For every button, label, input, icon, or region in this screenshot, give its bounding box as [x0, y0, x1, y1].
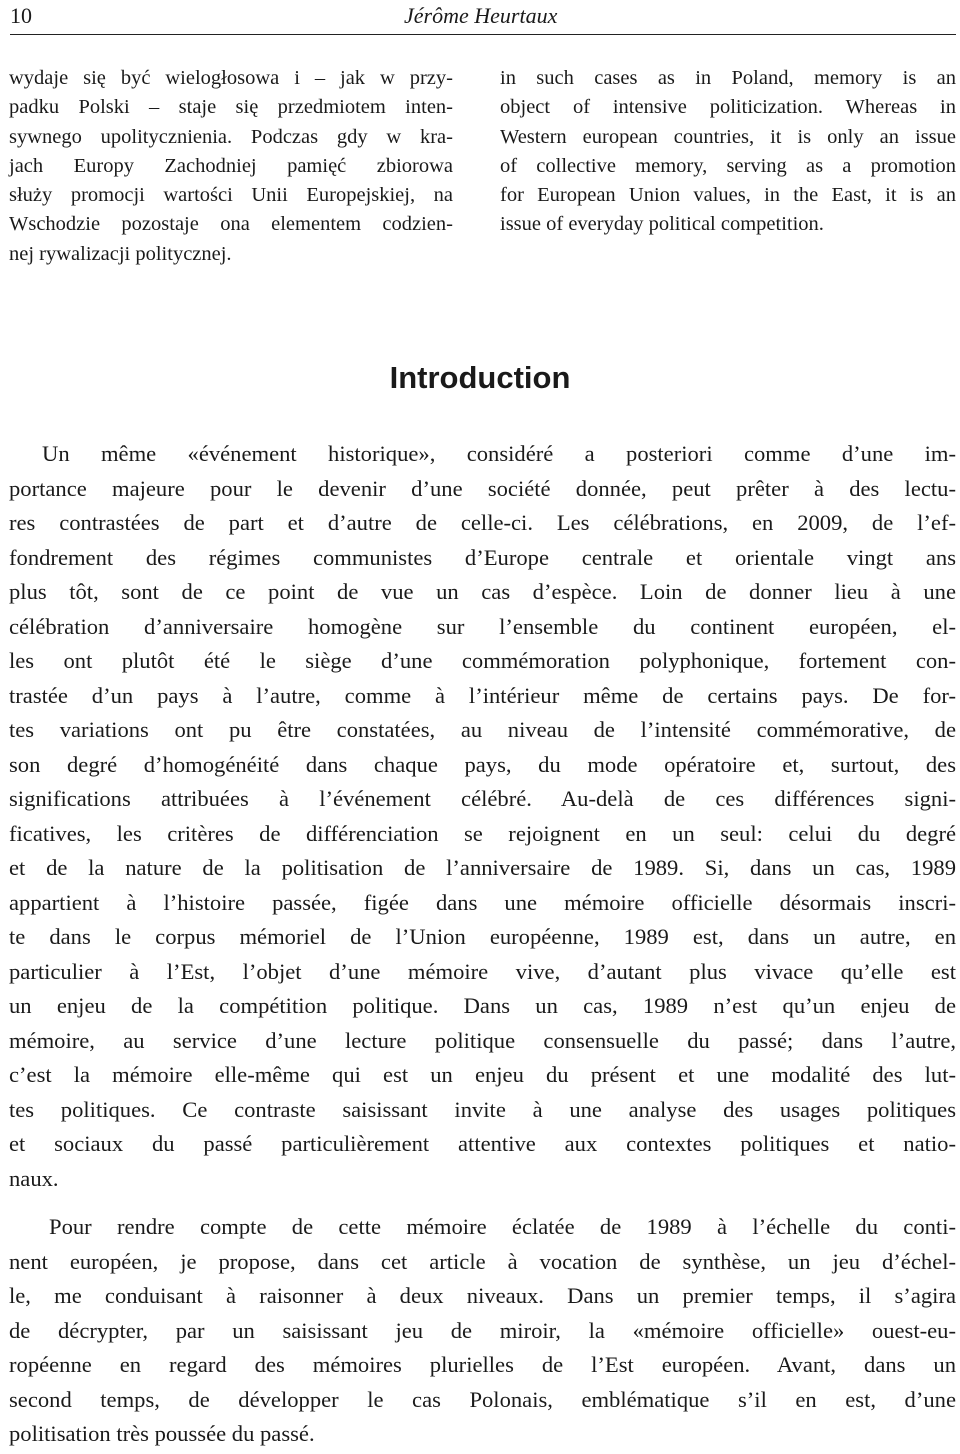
paragraph-1-line: te dans le corpus mémoriel de l’Union européenne, 1989 est, dans un autre, en	[9, 924, 956, 949]
abstract-english	[500, 64, 956, 240]
paragraph-2	[9, 1210, 956, 1452]
paragraph-1-line: fondrement des régimes communistes d’Europe centrale et orientale vingt ans	[9, 544, 956, 570]
paragraph-1-line: les ont plutôt été le siège d’une commémoration polyphonique, fortement con-	[9, 648, 956, 673]
paragraph-1-line: un enjeu de la compétition politique. Dans un cas, 1989 n’est qu’un enjeu de	[9, 993, 956, 1018]
paragraph-1-line: son degré d’homogénéité dans chaque pays, du mode opératoire et, surtout, des	[9, 751, 956, 777]
paragraph-1-line: naux.	[9, 1165, 59, 1191]
abstract-pl-line: służy promocji wartości Unii Europejskiej, na	[9, 184, 453, 207]
paragraph-2-line: de décrypter, par un saisissant jeu de miroir, la «mémoire officielle» ouest-eu-	[9, 1317, 956, 1343]
page-number: 10	[10, 3, 32, 28]
paragraph-1-line: appartient à l’histoire passée, figée dans une mémoire officielle désormais inscri-	[9, 889, 956, 915]
paragraph-1-line: portance majeure pour le devenir d’une société donnée, peut prêter à des lectu-	[9, 475, 956, 501]
paragraph-1-line: ficatives, les critères de différenciation se rejoignent en un seul: celui du degré	[9, 820, 956, 846]
section-title: Introduction	[389, 360, 571, 395]
abstract-en-line: of collective memory, serving as a promotion	[500, 154, 956, 177]
abstract-en-line: issue of everyday political competition.	[500, 213, 824, 236]
abstract-pl-line: wydaje się być wielogłosowa i – jak w przy-	[9, 67, 453, 89]
paragraph-1-line: particulier à l’Est, l’objet d’une mémoire vive, d’autant plus vivace qu’elle est	[9, 958, 956, 984]
abstract-en-line: object of intensive politicization. Whereas in	[500, 96, 956, 119]
paragraph-1-line: et de la nature de la politisation de l’anniversaire de 1989. Si, dans un cas, 1989	[9, 855, 956, 880]
abstract-pl-line: padku Polski – staje się przedmiotem inten-	[9, 96, 453, 119]
paragraph-2-line: second temps, de développer le cas Polonais, emblématique s’il en est, d’une	[9, 1386, 956, 1412]
page-header	[10, 0, 956, 35]
abstract-pl-line: sywnego upolitycznienia. Podczas gdy w kra-	[9, 125, 453, 148]
abstract-en-line: for European Union values, in the East, it is an	[500, 184, 956, 207]
paragraph-1-line: c’est la mémoire elle-même qui est un enjeu du présent et une modalité des lut-	[9, 1062, 956, 1087]
paragraph-1-line: Un même «événement historique», considéré a posteriori comme d’une im-	[42, 441, 956, 466]
abstract-en-line: in such cases as in Poland, memory is an	[500, 67, 956, 89]
paragraph-1-line: res contrastées de part et d’autre de celle-ci. Les célébrations, en 2009, de l’ef-	[9, 510, 956, 535]
abstract-pl-line: nej rywalizacji politycznej.	[9, 242, 232, 265]
paragraph-2-line: politisation très poussée du passé.	[9, 1421, 315, 1446]
paragraph-2-line: le, me conduisant à raisonner à deux niveaux. Dans un premier temps, il s’agira	[9, 1283, 956, 1308]
paragraph-1-line: mémoire, au service d’une lecture politique consensuelle du passé; dans l’autre,	[9, 1027, 956, 1053]
paragraph-1-line: tes politiques. Ce contraste saisissant invite à une analyse des usages politiques	[9, 1096, 956, 1122]
running-head-author: Jérôme Heurtaux	[404, 3, 558, 28]
paragraph-1-line: célébration d’anniversaire homogène sur l’ensemble du continent européen, el-	[9, 613, 956, 639]
abstract-pl-line: jach Europy Zachodniej pamięć zbiorowa	[9, 154, 453, 177]
paragraph-1-line: trastée d’un pays à l’autre, comme à l’intérieur même de certains pays. De for-	[9, 682, 956, 708]
paragraph-2-line: Pour rendre compte de cette mémoire éclatée de 1989 à l’échelle du conti-	[49, 1214, 956, 1239]
paragraph-2-line: nent européen, je propose, dans cet article à vocation de synthèse, un jeu d’échel-	[9, 1248, 956, 1274]
paragraph-1-line: tes variations ont pu être constatées, au niveau de l’intensité commémorative, de	[9, 717, 956, 742]
paragraph-1-line: plus tôt, sont de ce point de vue un cas d’espèce. Loin de donner lieu à une	[9, 579, 956, 604]
paragraph-1	[9, 437, 956, 1196]
abstract-polish	[9, 64, 453, 269]
paragraph-1-line: significations attribuées à l’événement célébré. Au-delà de ces différences signi-	[9, 786, 956, 811]
abstract-en-line: Western european countries, it is only an issue	[500, 125, 956, 148]
paragraph-1-line: et sociaux du passé particulièrement attentive aux contextes politiques et natio-	[9, 1131, 956, 1156]
paragraph-2-line: ropéenne en regard des mémoires plurielles de l’Est européen. Avant, dans un	[9, 1352, 956, 1377]
abstract-pl-line: Wschodzie pozostaje ona elementem codzien-	[9, 213, 453, 236]
